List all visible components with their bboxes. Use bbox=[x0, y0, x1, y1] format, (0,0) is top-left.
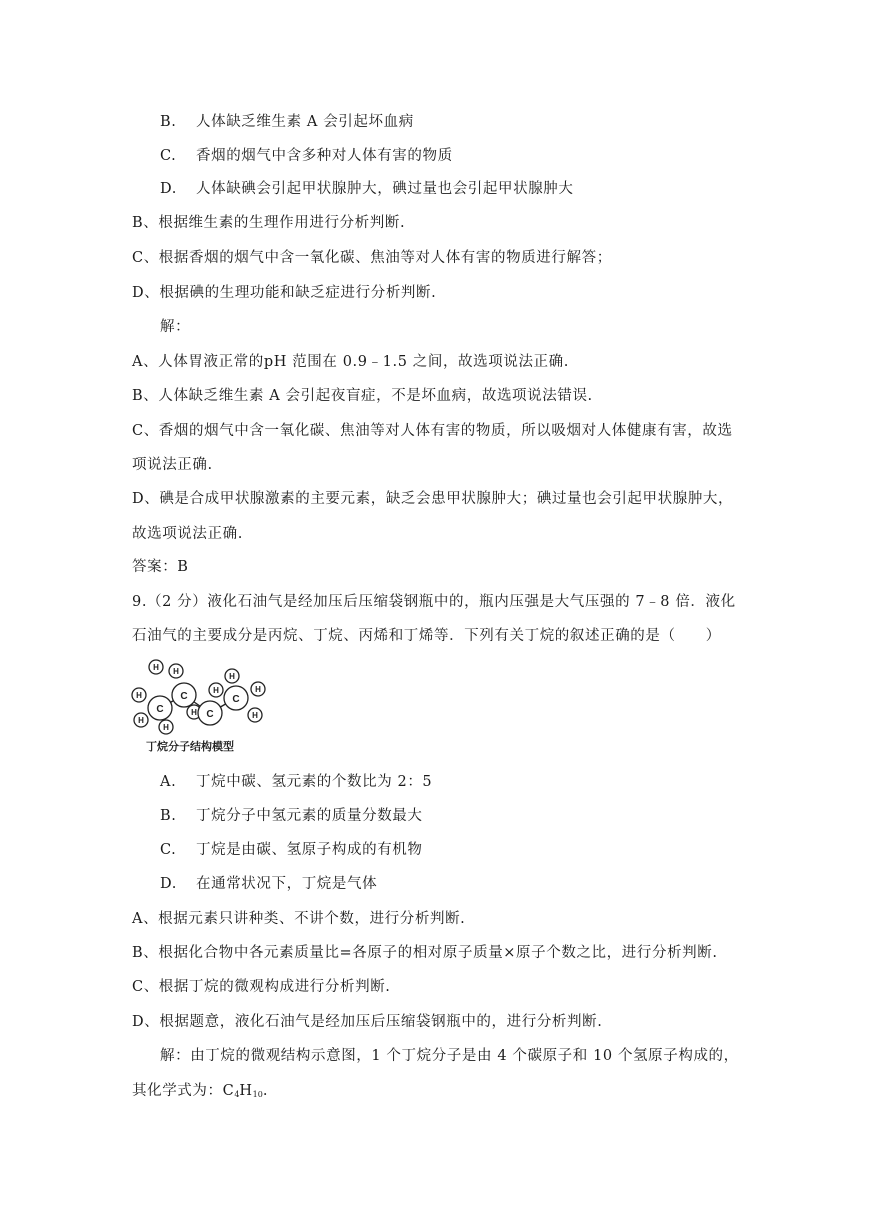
q9-option-b bbox=[160, 806, 423, 826]
q9-option-c bbox=[160, 840, 423, 860]
option-text: 丁烷中碳、氢元素的个数比为 2：5 bbox=[196, 774, 433, 790]
q9-analysis-d: D、根据题意，液化石油气是经加压后压缩袋钢瓶中的，进行分析判断. bbox=[132, 1014, 603, 1030]
hydrogen-label: H bbox=[138, 716, 144, 725]
carbon-label: C bbox=[156, 704, 164, 715]
q8-solution-d: D、碘是合成甲状腺激素的主要元素，缺乏会患甲状腺肿大；碘过量也会引起甲状腺肿大， bbox=[132, 491, 734, 507]
option-text: 在通常状况下，丁烷是气体 bbox=[196, 876, 378, 892]
option-label: B. bbox=[160, 114, 177, 130]
formula-carbon-count: 4 bbox=[234, 1090, 240, 1099]
q8-solution-label: 解： bbox=[160, 319, 191, 335]
q9-stem-line2: 石油气的主要成分是丙烷、丁烷、丙烯和丁烯等．下列有关丁烷的叙述正确的是（ ） bbox=[132, 628, 721, 644]
option-text: 香烟的烟气中含多种对人体有害的物质 bbox=[196, 148, 453, 164]
q9-solution-line2 bbox=[132, 1081, 268, 1105]
q8-analysis-b: B、根据维生素的生理作用进行分析判断. bbox=[132, 215, 406, 231]
option-label: D. bbox=[160, 876, 177, 892]
q8-answer: 答案：B bbox=[132, 559, 189, 575]
carbon-label: C bbox=[180, 691, 188, 702]
q8-analysis-d: D、根据碘的生理功能和缺乏症进行分析判断. bbox=[132, 285, 437, 301]
q9-stem-line1: 9.（2 分）液化石油气是经加压后压缩袋钢瓶中的，瓶内压强是大气压强的 7﹣8 倍．液化 bbox=[132, 594, 736, 610]
q9-analysis-a: A、根据元素只讲种类、不讲个数，进行分析判断. bbox=[132, 911, 466, 927]
formula-carbon: C bbox=[222, 1083, 235, 1099]
option-label: A. bbox=[160, 774, 177, 790]
option-label: C. bbox=[160, 842, 177, 858]
q8-solution-c: C、香烟的烟气中含一氧化碳、焦油等对人体有害的物质，所以吸烟对人体健康有害，故选 bbox=[132, 423, 733, 439]
option-text: 丁烷是由碳、氢原子构成的有机物 bbox=[196, 842, 423, 858]
q9-analysis-b: B、根据化合物中各元素质量比=各原子的相对原子质量×原子个数之比，进行分析判断. bbox=[132, 945, 718, 961]
q8-option-b bbox=[160, 112, 414, 132]
formula-prefix: 其化学式为： bbox=[132, 1083, 223, 1099]
q8-solution-d-cont: 故选项说法正确. bbox=[132, 526, 243, 542]
option-label: B. bbox=[160, 808, 177, 824]
option-text: 人体缺乏维生素 A 会引起坏血病 bbox=[196, 114, 414, 130]
hydrogen-label: H bbox=[252, 711, 258, 720]
q9-option-d bbox=[160, 874, 377, 894]
hydrogen-label: H bbox=[163, 723, 169, 732]
carbon-label: C bbox=[232, 694, 240, 705]
option-label: C. bbox=[160, 148, 177, 164]
q8-solution-b: B、人体缺乏维生素 A 会引起夜盲症，不是坏血病，故选项说法错误. bbox=[132, 388, 593, 404]
q9-option-a bbox=[160, 772, 432, 792]
q9-solution-line1: 解：由丁烷的微观结构示意图，1 个丁烷分子是由 4 个碳原子和 10 个氢原子构成的， bbox=[160, 1048, 739, 1064]
carbon-label: C bbox=[206, 709, 214, 720]
q8-option-d bbox=[160, 179, 574, 199]
hydrogen-label: H bbox=[153, 663, 159, 672]
q9-analysis-c: C、根据丁烷的微观构成进行分析判断. bbox=[132, 979, 391, 995]
formula-hydrogen-count: 10 bbox=[252, 1090, 263, 1099]
hydrogen-label: H bbox=[136, 691, 142, 700]
chemical-formula bbox=[223, 1083, 263, 1099]
hydrogen-label: H bbox=[173, 667, 179, 676]
q8-solution-c-cont: 项说法正确. bbox=[132, 457, 213, 473]
formula-suffix: . bbox=[262, 1083, 269, 1099]
option-text: 人体缺碘会引起甲状腺肿大，碘过量也会引起甲状腺肿大 bbox=[196, 181, 574, 197]
hydrogen-label: H bbox=[255, 685, 261, 694]
butane-molecule-figure bbox=[128, 658, 270, 754]
hydrogen-label: H bbox=[191, 708, 197, 717]
figure-caption: 丁烷分子结构模型 bbox=[146, 740, 234, 753]
formula-hydrogen: H bbox=[239, 1083, 253, 1099]
q8-option-c bbox=[160, 146, 453, 166]
hydrogen-label: H bbox=[229, 672, 235, 681]
option-label: D. bbox=[160, 181, 177, 197]
hydrogen-label: H bbox=[213, 686, 219, 695]
q8-solution-a: A、人体胃液正常的pH 范围在 0.9﹣1.5 之间，故选项说法正确. bbox=[132, 354, 569, 370]
option-text: 丁烷分子中氢元素的质量分数最大 bbox=[196, 808, 423, 824]
q8-analysis-c: C、根据香烟的烟气中含一氧化碳、焦油等对人体有害的物质进行解答； bbox=[132, 250, 612, 266]
